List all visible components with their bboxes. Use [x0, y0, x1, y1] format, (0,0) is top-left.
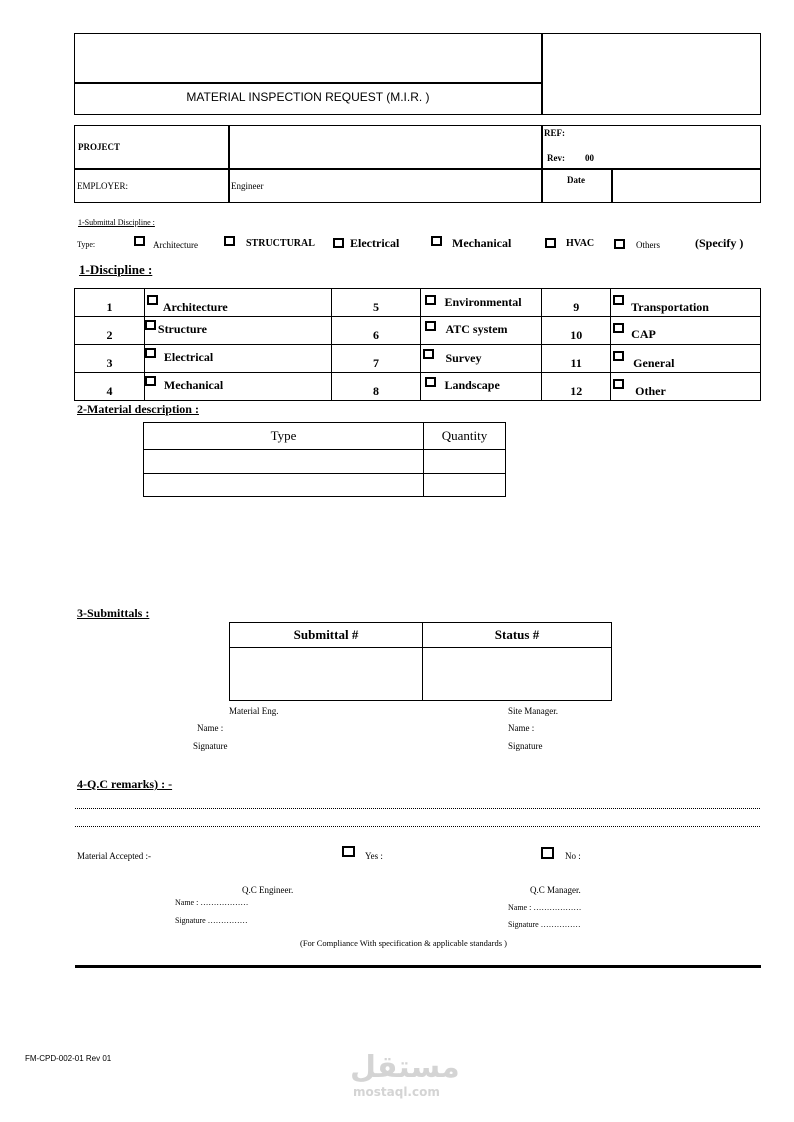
qc-engineer-name[interactable]: Name : ……………… — [175, 898, 249, 907]
discipline-num: 4 — [75, 373, 145, 401]
discipline-num: 5 — [331, 289, 421, 317]
discipline-row — [75, 317, 761, 345]
discipline-label: Environmental — [444, 295, 522, 309]
status-cell[interactable] — [423, 648, 612, 701]
checkbox-icon[interactable] — [613, 379, 624, 389]
info-v1 — [228, 125, 230, 203]
discipline-cell[interactable] — [421, 373, 542, 401]
discipline-num: 10 — [542, 317, 611, 345]
info-v3 — [611, 168, 613, 203]
material-eng-label: Material Eng. — [229, 706, 279, 716]
discipline-num: 8 — [331, 373, 421, 401]
qc-manager-signature[interactable]: Signature …………… — [508, 920, 581, 929]
qc-manager-name[interactable]: Name : ……………… — [508, 903, 582, 912]
discipline-label: Architecture — [162, 300, 228, 314]
checkbox-icon[interactable] — [145, 320, 156, 330]
material-table — [143, 422, 506, 497]
checkbox-icon[interactable] — [425, 377, 436, 387]
col-type-header: Type — [144, 423, 424, 450]
remarks-line-1[interactable] — [75, 808, 760, 809]
discipline-num: 1 — [75, 289, 145, 317]
discipline-num: 9 — [542, 289, 611, 317]
info-table — [74, 125, 761, 203]
checkbox-hvac[interactable] — [545, 238, 556, 248]
submittals-heading: 3-Submittals : — [77, 606, 150, 620]
discipline-label: Structure — [157, 322, 207, 336]
checkbox-icon[interactable] — [613, 351, 624, 361]
discipline-cell[interactable] — [421, 317, 542, 345]
option-structural: STRUCTURAL — [246, 238, 315, 249]
signature-label-right: Signature — [508, 741, 543, 751]
employer-label: EMPLOYER: — [77, 181, 129, 191]
discipline-cell[interactable] — [144, 345, 331, 373]
discipline-label: Mechanical — [163, 378, 224, 392]
signature-label-left: Signature — [193, 741, 228, 751]
material-heading: 2-Material description : — [77, 402, 199, 416]
qc-engineer-signature[interactable]: Signature …………… — [175, 916, 248, 925]
name-label-left: Name : — [197, 723, 224, 733]
discipline-label: Transportation — [631, 300, 709, 314]
discipline-num: 3 — [75, 345, 145, 373]
form-title: MATERIAL INSPECTION REQUEST (M.I.R. ) — [186, 90, 430, 104]
material-accepted-label: Material Accepted :- — [77, 851, 151, 861]
option-others: Others — [636, 240, 660, 250]
checkbox-mechanical[interactable] — [431, 236, 442, 246]
type-cell[interactable] — [144, 474, 424, 497]
checkbox-electrical[interactable] — [333, 238, 344, 248]
discipline-row — [75, 289, 761, 317]
discipline-cell[interactable] — [144, 317, 331, 345]
checkbox-icon[interactable] — [425, 295, 436, 305]
discipline-label: ATC system — [445, 322, 508, 336]
checkbox-icon[interactable] — [147, 295, 158, 305]
no-label: No : — [565, 851, 581, 861]
discipline-num: 7 — [331, 345, 421, 373]
discipline-num: 2 — [75, 317, 145, 345]
checkbox-icon[interactable] — [145, 376, 156, 386]
table-row — [144, 474, 506, 497]
checkbox-architecture[interactable] — [134, 236, 145, 246]
col-submittal-header: Submittal # — [230, 623, 423, 648]
discipline-label: General — [633, 356, 675, 370]
discipline-heading: 1-Discipline : — [79, 262, 153, 277]
bottom-rule — [75, 965, 761, 968]
name-label-right: Name : — [508, 723, 535, 733]
discipline-num: 6 — [331, 317, 421, 345]
discipline-label: Other — [635, 384, 666, 398]
discipline-label: Electrical — [163, 350, 214, 364]
specify-label: (Specify ) — [695, 236, 744, 250]
discipline-cell[interactable] — [421, 289, 542, 317]
discipline-label: Landscape — [444, 378, 500, 392]
checkbox-others[interactable] — [614, 239, 625, 249]
discipline-row — [75, 373, 761, 401]
discipline-cell[interactable] — [611, 345, 761, 373]
qc-heading: 4-Q.C remarks) : - — [77, 777, 173, 791]
watermark-arabic: مستقل — [350, 1050, 460, 1085]
checkbox-icon[interactable] — [423, 349, 434, 359]
info-h1 — [74, 168, 761, 170]
discipline-table — [74, 288, 761, 401]
type-cell[interactable] — [144, 450, 424, 474]
site-manager-label: Site Manager. — [508, 706, 558, 716]
watermark-latin: mostaql.com — [353, 1085, 440, 1099]
submittals-table — [229, 622, 612, 701]
checkbox-yes[interactable] — [342, 846, 355, 857]
discipline-cell[interactable] — [611, 373, 761, 401]
quantity-cell[interactable] — [424, 474, 506, 497]
option-mechanical: Mechanical — [452, 236, 512, 250]
remarks-line-2[interactable] — [75, 826, 760, 827]
discipline-label: Survey — [445, 351, 482, 365]
type-label: Type: — [77, 240, 96, 249]
qc-manager-label: Q.C Manager. — [530, 885, 581, 895]
col-quantity-header: Quantity — [424, 423, 506, 450]
col-status-header: Status # — [423, 623, 612, 648]
compliance-note: (For Compliance With specification & applicable standards ) — [300, 938, 507, 948]
option-electrical: Electrical — [350, 236, 400, 250]
discipline-cell[interactable] — [144, 373, 331, 401]
checkbox-icon[interactable] — [613, 295, 624, 305]
discipline-cell[interactable] — [421, 345, 542, 373]
yes-label: Yes : — [365, 851, 383, 861]
checkbox-structural[interactable] — [224, 236, 235, 246]
discipline-cell[interactable] — [144, 289, 331, 317]
form-code: FM-CPD-002-01 Rev 01 — [25, 1054, 112, 1063]
info-v2 — [541, 125, 543, 203]
discipline-label: CAP — [631, 327, 656, 341]
submittal-discipline-heading: 1-Submittal Discipline : — [78, 218, 155, 227]
date-label: Date — [567, 175, 585, 185]
submittal-cell[interactable] — [230, 648, 423, 701]
project-label: PROJECT — [78, 142, 121, 152]
rev-label: Rev: — [547, 153, 565, 163]
option-hvac: HVAC — [566, 238, 595, 249]
qc-engineer-label: Q.C Engineer. — [242, 885, 294, 895]
checkbox-icon[interactable] — [613, 323, 624, 333]
discipline-num: 11 — [542, 345, 611, 373]
header-divider-h — [74, 82, 542, 84]
option-architecture: Architecture — [153, 240, 198, 250]
quantity-cell[interactable] — [424, 450, 506, 474]
table-row — [230, 648, 612, 701]
rev-value: 00 — [585, 153, 594, 163]
discipline-num: 12 — [542, 373, 611, 401]
checkbox-icon[interactable] — [425, 321, 436, 331]
engineer-label: Engineer — [231, 181, 264, 191]
discipline-cell[interactable] — [611, 289, 761, 317]
discipline-cell[interactable] — [611, 317, 761, 345]
table-row — [144, 450, 506, 474]
ref-label: REF: — [544, 128, 565, 138]
checkbox-no[interactable] — [541, 847, 554, 859]
discipline-row — [75, 345, 761, 373]
checkbox-icon[interactable] — [145, 348, 156, 358]
